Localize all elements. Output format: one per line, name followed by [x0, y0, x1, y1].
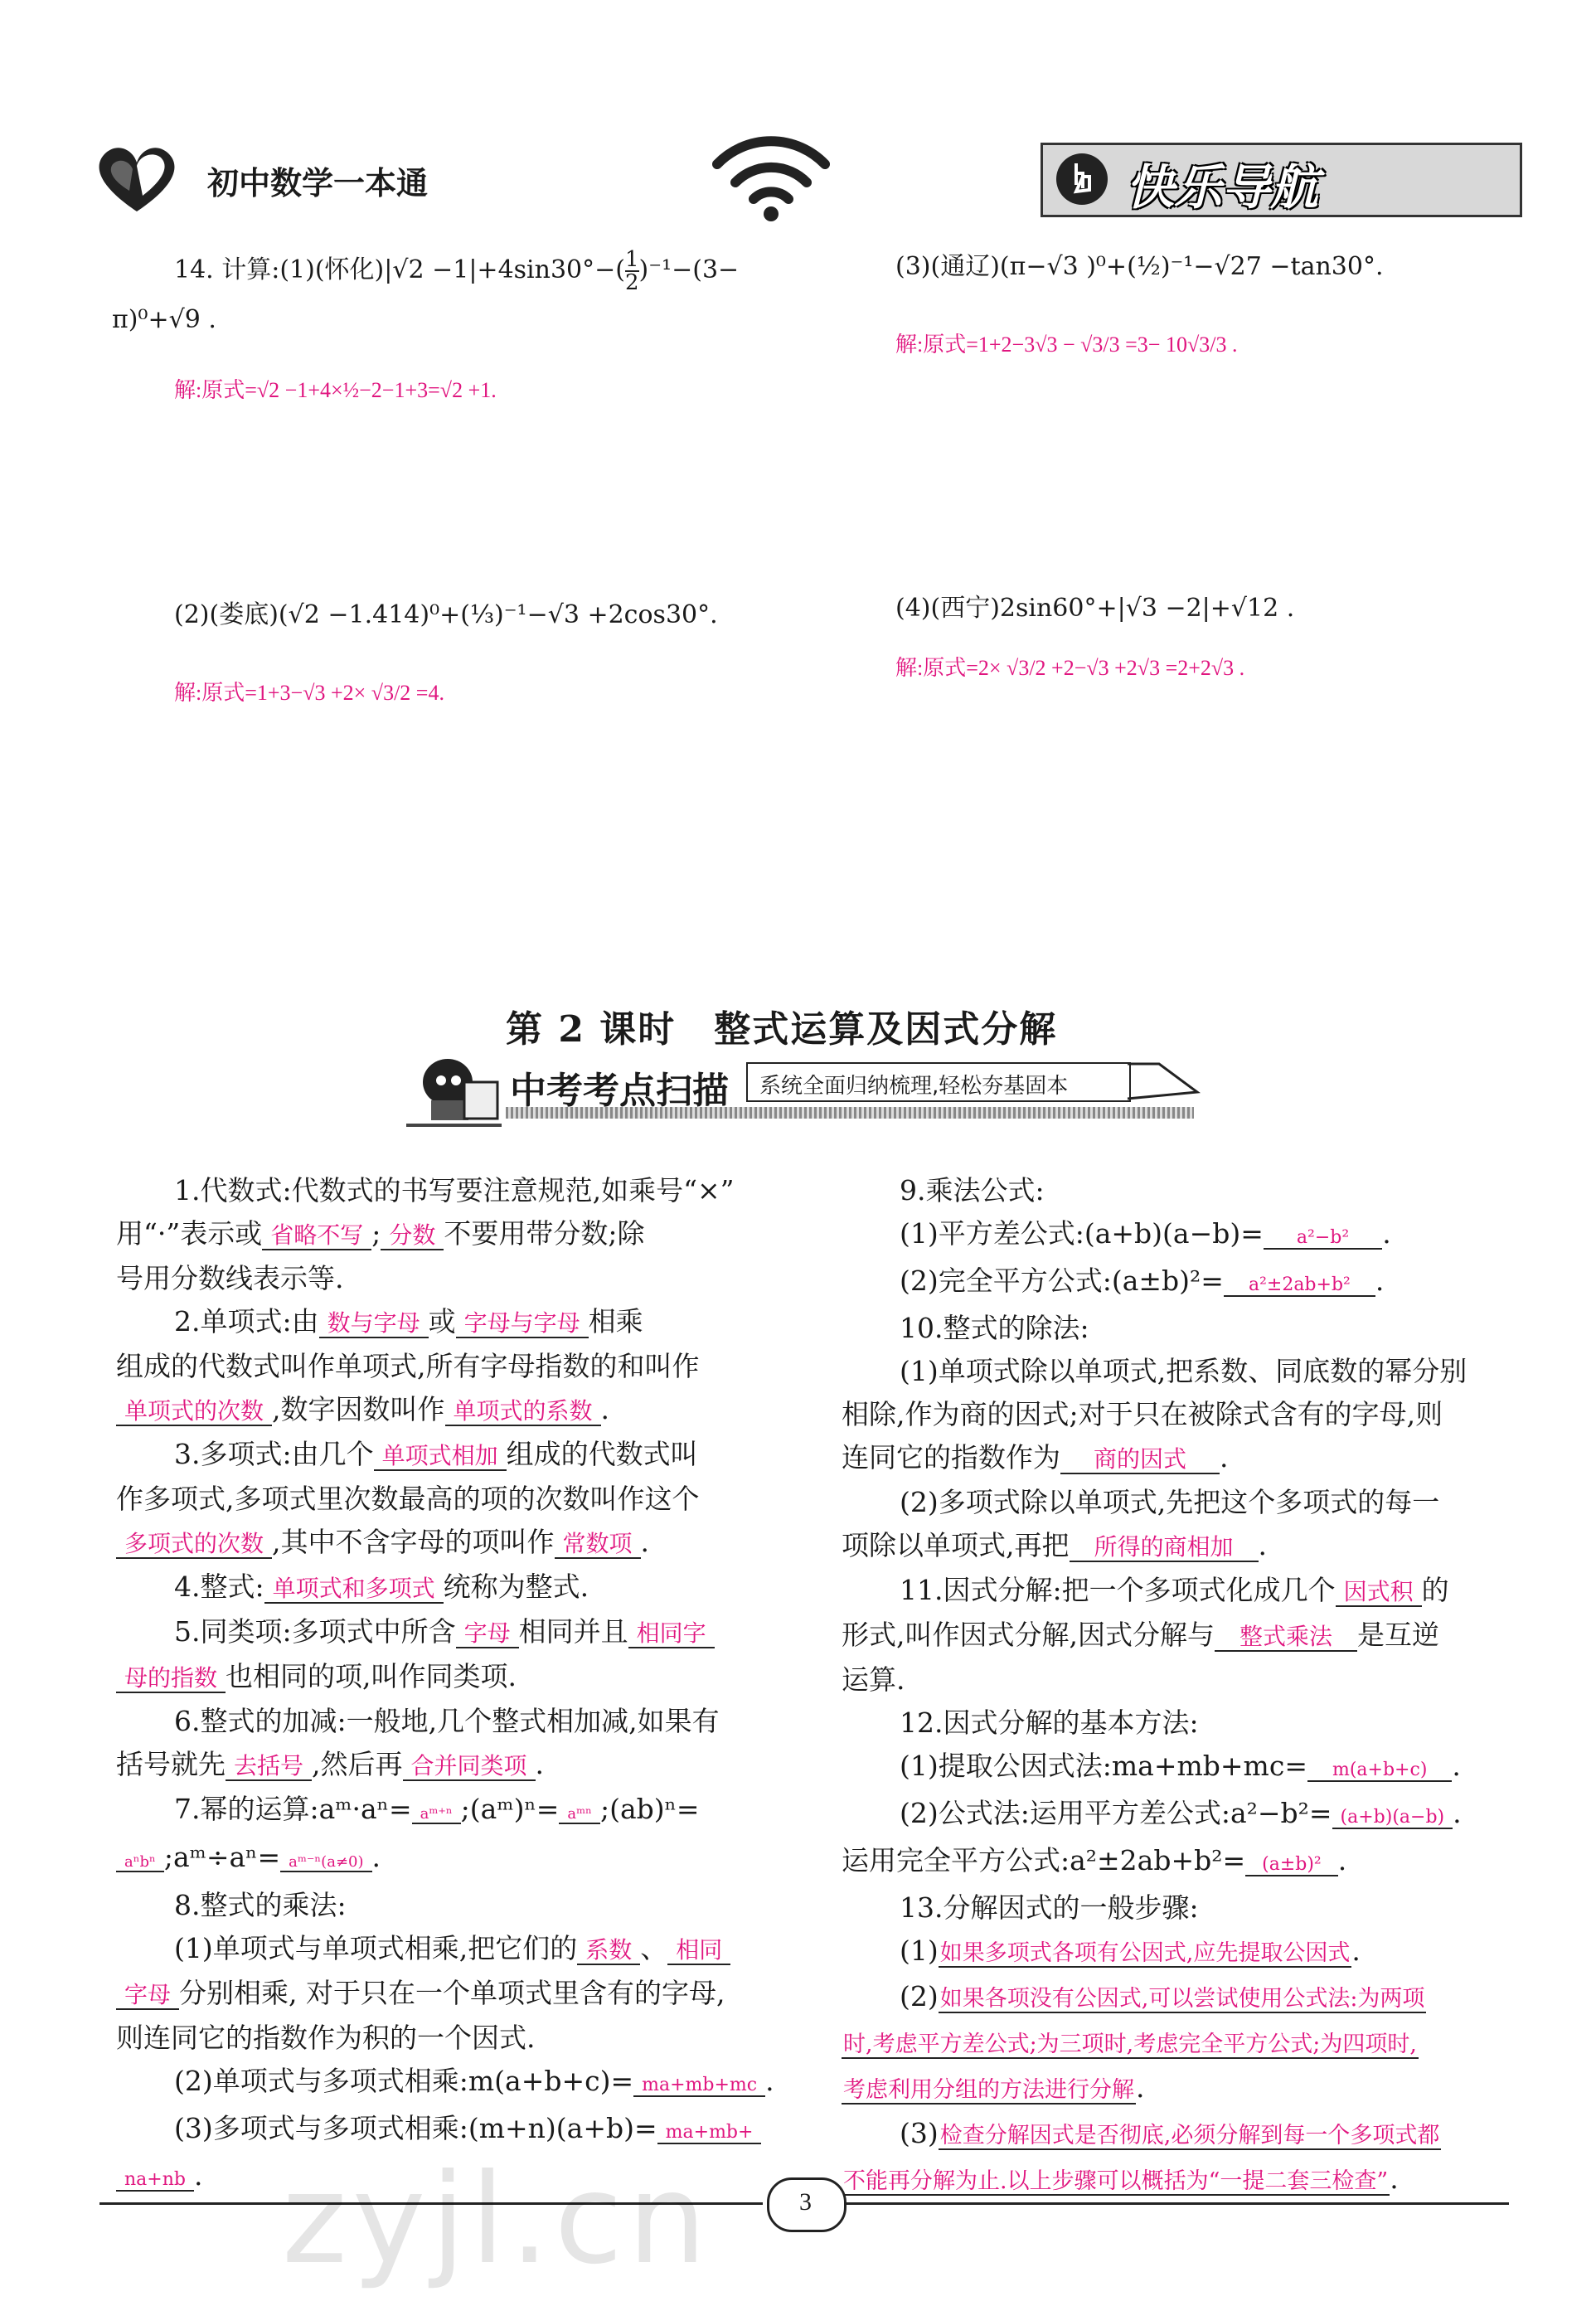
text: 统称为整式.: [443, 1571, 589, 1603]
q14-1-answer: 解:原式=√2 −1+4×½−2−1+3=√2 +1.: [174, 378, 497, 402]
text: .: [1136, 2071, 1145, 2104]
text: 组成的代数式叫: [506, 1438, 698, 1470]
text: .: [193, 2159, 203, 2192]
text: 不要用带分数;除: [444, 1217, 645, 1250]
p9: 9.乘法公式:: [900, 1174, 1045, 1206]
p10: 10.整式的除法:: [900, 1312, 1089, 1344]
nav-banner: [1041, 143, 1522, 217]
arrow-icon: [1126, 1056, 1201, 1105]
p6b: [116, 1743, 779, 1788]
blank-25: 商的因式: [1060, 1445, 1220, 1474]
blank-17: aⁿbⁿ: [116, 1853, 164, 1872]
text: 是互逆: [1357, 1619, 1439, 1651]
p1b: [116, 1212, 779, 1257]
p7a: [116, 1788, 779, 1836]
text: 5.同类项:多项式中所含: [174, 1615, 456, 1648]
p13-2a: [842, 1975, 1513, 2021]
wifi-icon: [709, 133, 833, 224]
blank-12: 相同字: [628, 1619, 715, 1648]
blank-31: (a±b)²: [1245, 1854, 1338, 1876]
text: .: [765, 2065, 774, 2097]
p12-2: [842, 1792, 1513, 1839]
p3b: 作多项式,多项式里次数最高的项的次数叫作这个: [116, 1483, 700, 1515]
scan-subtitle-box: [746, 1062, 1131, 1102]
text: 用“·”表示或: [116, 1217, 263, 1250]
blank-3: 数与字母: [319, 1309, 429, 1338]
p10-2a: (2)多项式除以单项式,先把这个多项式的每一: [900, 1486, 1440, 1518]
blank-30: (a+b)(a−b): [1332, 1807, 1453, 1829]
blank-14: 合并同类项: [403, 1752, 536, 1781]
p11b: [842, 1614, 1513, 1658]
p10-1b: 相除,作为商的因式;对于只在被除式含有的字母,则: [842, 1398, 1443, 1430]
blank-24: a²±2ab+b²: [1224, 1274, 1375, 1297]
blank-7: 单项式相加: [374, 1442, 507, 1471]
text: 或: [428, 1305, 456, 1337]
text: 连同它的指数作为: [842, 1441, 1060, 1473]
blank-26: 所得的商相加: [1070, 1533, 1259, 1562]
lesson-title: 第 2 课时 整式运算及因式分解: [506, 1008, 1058, 1051]
text: (1)单项式与单项式相乘,把它们的: [174, 1932, 578, 1964]
blank-11: 字母: [456, 1619, 519, 1648]
blank-12b: 母的指数: [116, 1664, 226, 1693]
text: .: [1375, 1265, 1385, 1297]
text: 的: [1421, 1574, 1449, 1606]
q14-line2: π)⁰+√9 .: [112, 305, 216, 334]
text: .: [1382, 1217, 1391, 1250]
text: ;: [371, 1217, 381, 1250]
p3c: [116, 1521, 779, 1566]
text: 相乘: [588, 1305, 643, 1337]
p8-1c: 则连同它的指数作为积的一个因式.: [116, 2022, 536, 2054]
text: 项除以单项式,再把: [842, 1529, 1070, 1561]
text: (2): [900, 1980, 939, 2012]
blank-6: 单项式的系数: [445, 1397, 601, 1426]
page-number: 3: [799, 2188, 812, 2216]
q14-suffix: )⁻¹−(3−: [638, 255, 740, 284]
blank-33: 如果各项没有公因式,可以尝试使用公式法:为两项: [939, 1986, 1425, 2012]
blank-10: 单项式和多项式: [264, 1575, 444, 1604]
text: (3): [900, 2117, 939, 2149]
scan-subtitle: 系统全面归纳梳理,轻松夯基固本: [759, 1074, 1069, 1099]
fraction-half: 1 2: [624, 247, 639, 295]
right-column: [842, 1169, 1513, 2203]
p3a: [116, 1433, 779, 1478]
blank-29: m(a+b+c): [1307, 1760, 1452, 1782]
q14-3-stem: (3)(通辽)(π−√3 )⁰+(½)⁻¹−√27 −tan30°.: [895, 252, 1384, 281]
left-column: [116, 1169, 779, 2202]
text: .: [1390, 2163, 1399, 2195]
nav-label: 快乐导航: [1126, 159, 1319, 216]
text: .: [1351, 1935, 1361, 1967]
p2a: [116, 1300, 779, 1345]
blank-13: 去括号: [226, 1752, 312, 1781]
text: ,然后再: [312, 1748, 403, 1780]
scan-title: 中考考点扫描: [510, 1070, 729, 1112]
text: (2)公式法:运用平方差公式:a²−b²=: [900, 1797, 1332, 1829]
hand-pointer-icon: [1055, 152, 1109, 206]
p8-2: [116, 2060, 779, 2107]
text: 也相同的项,叫作同类项.: [226, 1660, 517, 1692]
text: 括号就先: [116, 1748, 226, 1780]
text: 3.多项式:由几个: [174, 1438, 374, 1470]
p11c: 运算.: [842, 1663, 905, 1696]
blank-8: 多项式的次数: [116, 1530, 272, 1559]
text: .: [640, 1526, 650, 1558]
text: 7.幂的运算:aᵐ·aⁿ=: [174, 1793, 412, 1825]
footer-rule-right: [846, 2202, 1509, 2205]
p9-1: [842, 1212, 1513, 1260]
q14-4-stem: (4)(西宁)2sin60°+|√3 −2|+√12 .: [895, 594, 1295, 623]
p7b: [116, 1836, 779, 1884]
heart-logo-icon: [91, 141, 182, 216]
header: [91, 133, 1517, 224]
p12-3: [842, 1839, 1513, 1886]
p10-1a: (1)单项式除以单项式,把系数、同底数的幂分别: [900, 1355, 1467, 1387]
p5a: [116, 1610, 779, 1655]
text: 形式,叫作因式分解,因式分解与: [842, 1619, 1215, 1651]
p2c: [116, 1388, 779, 1433]
blank-33b: 时,考虑平方差公式;为三项时,考虑完全平方公式;为四项时,: [843, 2032, 1417, 2057]
q14-4-answer: 解:原式=2× √3/2 +2−√3 +2√3 =2+2√3 .: [895, 656, 1245, 680]
blank-22: ma+mb+: [657, 2122, 762, 2144]
blank-9: 常数项: [555, 1530, 641, 1559]
p6a: 6.整式的加减:一般地,几个整式相加减,如果有: [174, 1705, 720, 1737]
text: 相同并且: [518, 1615, 628, 1648]
q14-2-stem: (2)(娄底)(√2 −1.414)⁰+(⅓)⁻¹−√3 +2cos30°.: [174, 600, 718, 629]
q14-stem: [112, 247, 804, 338]
text: 2.单项式:由: [174, 1305, 319, 1337]
p12: 12.因式分解的基本方法:: [900, 1706, 1199, 1739]
blank-19: 系数: [577, 1936, 640, 1965]
p13-2c: [842, 2066, 1513, 2112]
text: 运用完全平方公式:a²±2ab+b²=: [842, 1844, 1246, 1876]
text: (1)提取公因式法:ma+mb+mc=: [900, 1750, 1307, 1782]
blank-4: 字母与字母: [456, 1309, 589, 1338]
text: .: [371, 1841, 381, 1873]
blank-1: 省略不写: [262, 1221, 371, 1250]
p13-2b: [842, 2021, 1513, 2066]
text: 分别相乘, 对于只在一个单项式里含有的字母,: [179, 1977, 725, 2009]
p4: [116, 1566, 779, 1610]
blank-16: aᵐⁿ: [559, 1805, 600, 1824]
blank-23: a²−b²: [1264, 1227, 1382, 1250]
p8-1b: [116, 1972, 779, 2017]
p5b: [116, 1655, 779, 1700]
p9-2: [842, 1260, 1513, 1307]
p11a: [842, 1569, 1513, 1614]
blank-5: 单项式的次数: [116, 1397, 272, 1426]
scan-banner: [398, 1049, 1210, 1132]
text: 、: [640, 1932, 668, 1964]
text: ,数字因数叫作: [272, 1393, 445, 1425]
text: .: [1452, 1750, 1461, 1782]
p12-1: [842, 1745, 1513, 1792]
p8-1a: [116, 1927, 779, 1972]
page-number-badge: [767, 2177, 847, 2232]
text: ;aᵐ÷aⁿ=: [163, 1841, 281, 1873]
blank-27: 因式积: [1336, 1578, 1422, 1607]
blank-34: 检查分解因式是否彻底,必须分解到每一个多项式都: [939, 2123, 1440, 2148]
p13-3a: [842, 2112, 1513, 2158]
blank-2: 分数: [381, 1221, 444, 1250]
q14-prefix: 14. 计算:(1)(怀化)|√2 −1|+4sin30°−(: [174, 255, 625, 284]
text: .: [1453, 1797, 1462, 1829]
text: (2)完全平方公式:(a±b)²=: [900, 1265, 1224, 1297]
blank-32: 如果多项式各项有公因式,应先提取公因式: [939, 1940, 1351, 1966]
p10-1c: [842, 1436, 1513, 1481]
text: 4.整式:: [174, 1571, 264, 1603]
blank-20b: 字母: [116, 1981, 179, 2010]
text: (1): [900, 1935, 939, 1967]
blank-21: ma+mb+mc: [633, 2075, 765, 2097]
p13-1: [842, 1930, 1513, 1975]
text: .: [1258, 1529, 1268, 1561]
p10-2b: [842, 1524, 1513, 1569]
p2b: 组成的代数式叫作单项式,所有字母指数的和叫作: [116, 1350, 700, 1382]
text: (2)单项式与多项式相乘:m(a+b+c)=: [174, 2065, 634, 2097]
p13-3b: [842, 2158, 1513, 2203]
blank-28: 整式乘法: [1215, 1623, 1357, 1652]
blank-20: 相同: [667, 1936, 730, 1965]
text: ,其中不含字母的项叫作: [272, 1526, 555, 1558]
text: .: [600, 1393, 610, 1425]
blank-22b: na+nb: [116, 2169, 194, 2192]
q14-2-answer: 解:原式=1+3−√3 +2× √3/2 =4.: [174, 681, 444, 705]
text: .: [1337, 1844, 1347, 1876]
blank-18: aᵐ⁻ⁿ(a≠0): [280, 1853, 371, 1872]
text: .: [535, 1748, 545, 1780]
blank-15: aᵐ⁺ⁿ: [412, 1805, 461, 1824]
blank-34b: 不能再分解为止.以上步骤可以概括为“一提二套三检查”: [843, 2168, 1389, 2194]
text: ;(ab)ⁿ=: [599, 1793, 700, 1825]
cartoon-reader-icon: [398, 1049, 506, 1132]
text: ;(aᵐ)ⁿ=: [460, 1793, 560, 1825]
p1a: 1.代数式:代数式的书写要注意规范,如乘号“×”: [174, 1174, 735, 1206]
book-title: 初中数学一本通: [207, 165, 429, 201]
p8: 8.整式的乘法:: [174, 1889, 347, 1921]
text: .: [1220, 1441, 1229, 1473]
watermark: zyjl.cn: [282, 2148, 712, 2292]
blank-33c: 考虑利用分组的方法进行分解: [843, 2077, 1134, 2103]
p1c: 号用分数线表示等.: [116, 1262, 344, 1294]
text: (1)平方差公式:(a+b)(a−b)=: [900, 1217, 1264, 1250]
q14-3-answer: 解:原式=1+2−3√3 − √3/3 =3− 10√3/3 .: [895, 333, 1238, 357]
text: 11.因式分解:把一个多项式化成几个: [900, 1574, 1336, 1606]
text: (3)多项式与多项式相乘:(m+n)(a+b)=: [174, 2112, 657, 2144]
p13: 13.分解因式的一般步骤:: [900, 1891, 1199, 1924]
